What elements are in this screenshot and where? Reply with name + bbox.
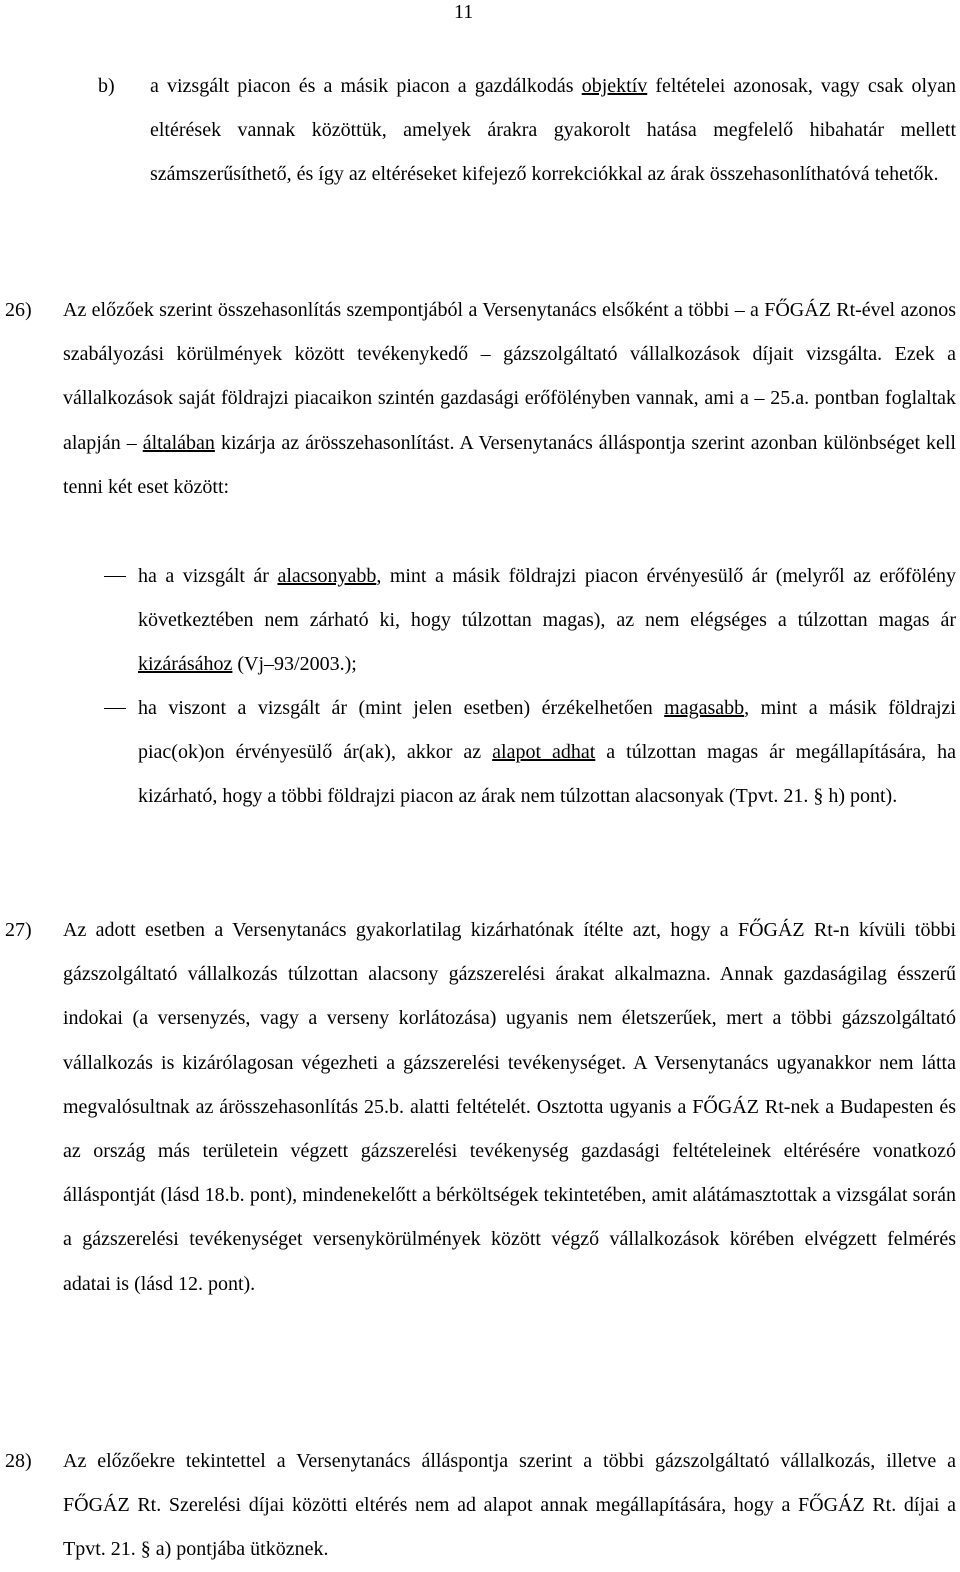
- bullet-1-underlined-alacsonyabb: alacsonyabb: [277, 565, 377, 587]
- paragraph-26-label: 26): [5, 299, 32, 321]
- paragraph-26-part1: Az előzőek szerint összehasonlítás szempontjából a Versenytanács elsőként a többi – a FŐGÁZ Rt-ével azonos szabályozási körülmények között tevékenykedő – gázszolgáltató vállalkozások díjait vizsgálta. Ezek a vállalkozások saját földrajzi piacaikon szintén gazdasági erőfölényben vannak, ami a – 25.a. pontban foglaltak alapján –: [63, 299, 956, 454]
- bullet-2-text: [138, 686, 956, 819]
- bullet-1-part1: ha a vizsgált ár: [138, 565, 278, 587]
- paragraph-26-part2: kizárja az árösszehasonlítást. A Versenytanács álláspontja szerint azonban különbséget kell tenni két eset között:: [63, 431, 956, 498]
- item-b-part1: a vizsgált piacon és a másik piacon a gazdálkodás: [150, 75, 582, 97]
- bullet-1-underlined-kizarasahoz: kizárásához: [138, 653, 233, 676]
- item-b-underlined-objektiv: objektív: [581, 75, 648, 97]
- bullet-2-part3: a túlzottan magas ár megállapítására, ha kizárható, hogy a többi földrajzi piacon az árak nem túlzottan alacsonyak (Tpvt. 21. § h) pont).: [138, 741, 956, 808]
- paragraph-27-label: 27): [5, 919, 32, 941]
- dash-bullet-icon: [104, 686, 126, 730]
- bullet-2-part1: ha viszont a vizsgált ár (mint jelen esetben) érzékelhetően: [138, 697, 665, 719]
- item-b-label: b): [98, 75, 115, 97]
- bullet-2-underlined-alapot-adhat: alapot adhat: [492, 741, 596, 764]
- paragraph-26-underlined-altalaban: általában: [142, 431, 215, 454]
- paragraph-28-label: 28): [5, 1450, 32, 1472]
- paragraph-28-text: Az előzőekre tekintettel a Versenytanács álláspontja szerint a többi gázszolgáltató vállalkozás, illetve a FŐGÁZ Rt. Szerelési díjai közötti eltérés nem ad alapot annak megállapítására, hogy a FŐGÁZ Rt. díjai a Tpvt. 21. § a) pontjába ütköznek.: [63, 1450, 956, 1561]
- paragraph-26-text: [63, 288, 956, 509]
- bullet-1-part3: (Vj–93/2003.);: [232, 653, 357, 676]
- dash-bullet-icon: [104, 554, 126, 598]
- bullet-2-part2: , mint a másik földrajzi piac(ok)on érvényesülő ár(ak), akkor az: [138, 697, 956, 764]
- bullet-1-part2: , mint a másik földrajzi piacon érvényesülő ár (melyről az erőfölény következtében nem zárható ki, hogy túlzottan magas), az nem elégséges a túlzottan magas ár: [138, 565, 957, 632]
- bullet-1-text: [138, 554, 956, 687]
- bullet-2-underlined-magasabb: magasabb: [664, 697, 745, 719]
- item-b-part2: feltételei azonosak, vagy csak olyan eltérések vannak közöttük, amelyek árakra gyakorolt hatása megfelelő hibahatár mellett számszerűsíthető, és így az eltéréseket kifejező korrekciókkal az árak összehasonlíthatóvá tehetők.: [150, 75, 956, 186]
- item-b-text: [150, 64, 956, 197]
- paragraph-27-text: Az adott esetben a Versenytanács gyakorlatilag kizárhatónak ítélte azt, hogy a FŐGÁZ Rt-n kívüli többi gázszolgáltató vállalkozás túlzottan alacsony gázszerelési árakat alkalmazna. Annak gazdaságilag ésszerű indokai (a versenyzés, vagy a verseny korlátozása) ugyanis nem életszerűek, mert a többi gázszolgáltató vállalkozás is kizárólagosan végezheti a gázszerelési tevékenységet. A Versenytanács ugyanakkor nem látta megvalósultnak az árösszehasonlítás 25.b. alatti feltételét. Osztotta ugyanis a FŐGÁZ Rt-nek a Budapesten és az ország más területein végzett gázszerelési tevékenység gazdasági feltételeinek eltérésére vonatkozó álláspontját (lásd 18.b. pont), mindenekelőtt a bérköltségek tekintetében, amit alátámasztottak a vizsgálat során a gázszerelési tevékenységet versenykörülmények között végző vállalkozások körében elvégzett felmérés adatai is (lásd 12. pont).: [63, 919, 956, 1295]
- page-number: 11: [454, 1, 474, 23]
